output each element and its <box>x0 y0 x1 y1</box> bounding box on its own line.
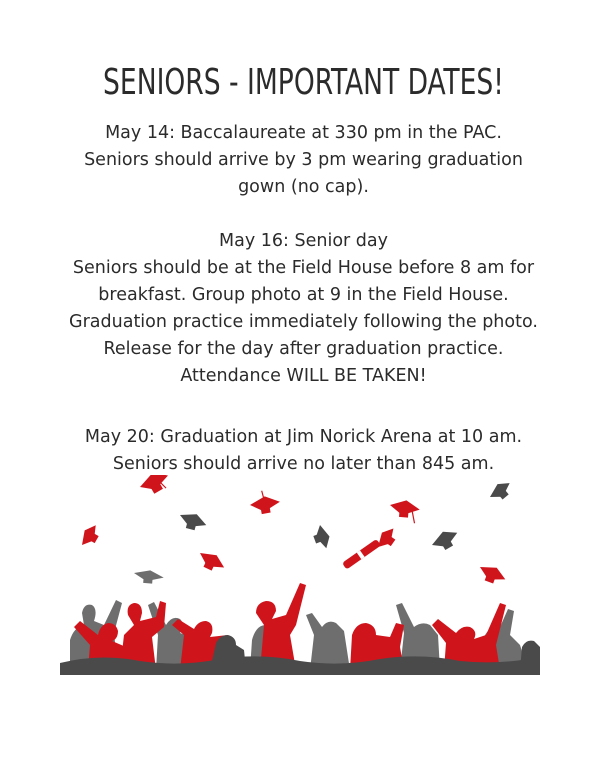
crowd-silhouette <box>60 583 540 675</box>
grad-cap-icon <box>389 499 421 524</box>
text-line: breakfast. Group photo at 9 in the Field House. <box>98 285 509 305</box>
text-line: gown (no cap). <box>238 177 369 197</box>
text-line: May 14: Baccalaureate at 330 pm in the PAC. <box>105 123 502 143</box>
grad-cap-icon <box>195 548 227 574</box>
grad-cap-icon <box>137 475 173 499</box>
grad-cap-icon <box>476 562 508 587</box>
text-line: Release for the day after graduation practice. <box>103 339 504 359</box>
flyer-title: SENIORS - IMPORTANT DATES! <box>103 62 504 103</box>
senior-day-section <box>0 228 607 390</box>
grad-cap-icon <box>78 522 103 550</box>
grad-cap-icon <box>248 488 282 516</box>
grad-cap-icon <box>311 523 333 551</box>
text-line: May 16: Senior day <box>219 231 388 251</box>
baccalaureate-section <box>0 120 607 201</box>
text-line: Seniors should arrive no later than 845 am. <box>112 454 495 474</box>
grad-cap-icon <box>487 478 515 505</box>
grad-cap-icon <box>429 526 462 555</box>
text-line: Graduation practice immediately following the photo. <box>69 312 538 332</box>
graduation-section <box>0 424 607 478</box>
text-line: May 20: Graduation at Jim Norick Arena at 10 am. <box>84 427 523 447</box>
text-line: Seniors should arrive by 3 pm wearing graduation <box>84 150 523 170</box>
flying-caps <box>78 475 515 587</box>
text-line: Seniors should be at the Field House before 8 am for <box>72 258 535 278</box>
grad-cap-icon <box>374 524 400 552</box>
graduation-crowd-illustration <box>60 475 540 675</box>
grad-cap-icon <box>177 510 208 533</box>
text-line: Attendance WILL BE TAKEN! <box>180 366 427 386</box>
diploma-icon <box>342 539 381 570</box>
grad-cap-icon <box>133 569 164 585</box>
